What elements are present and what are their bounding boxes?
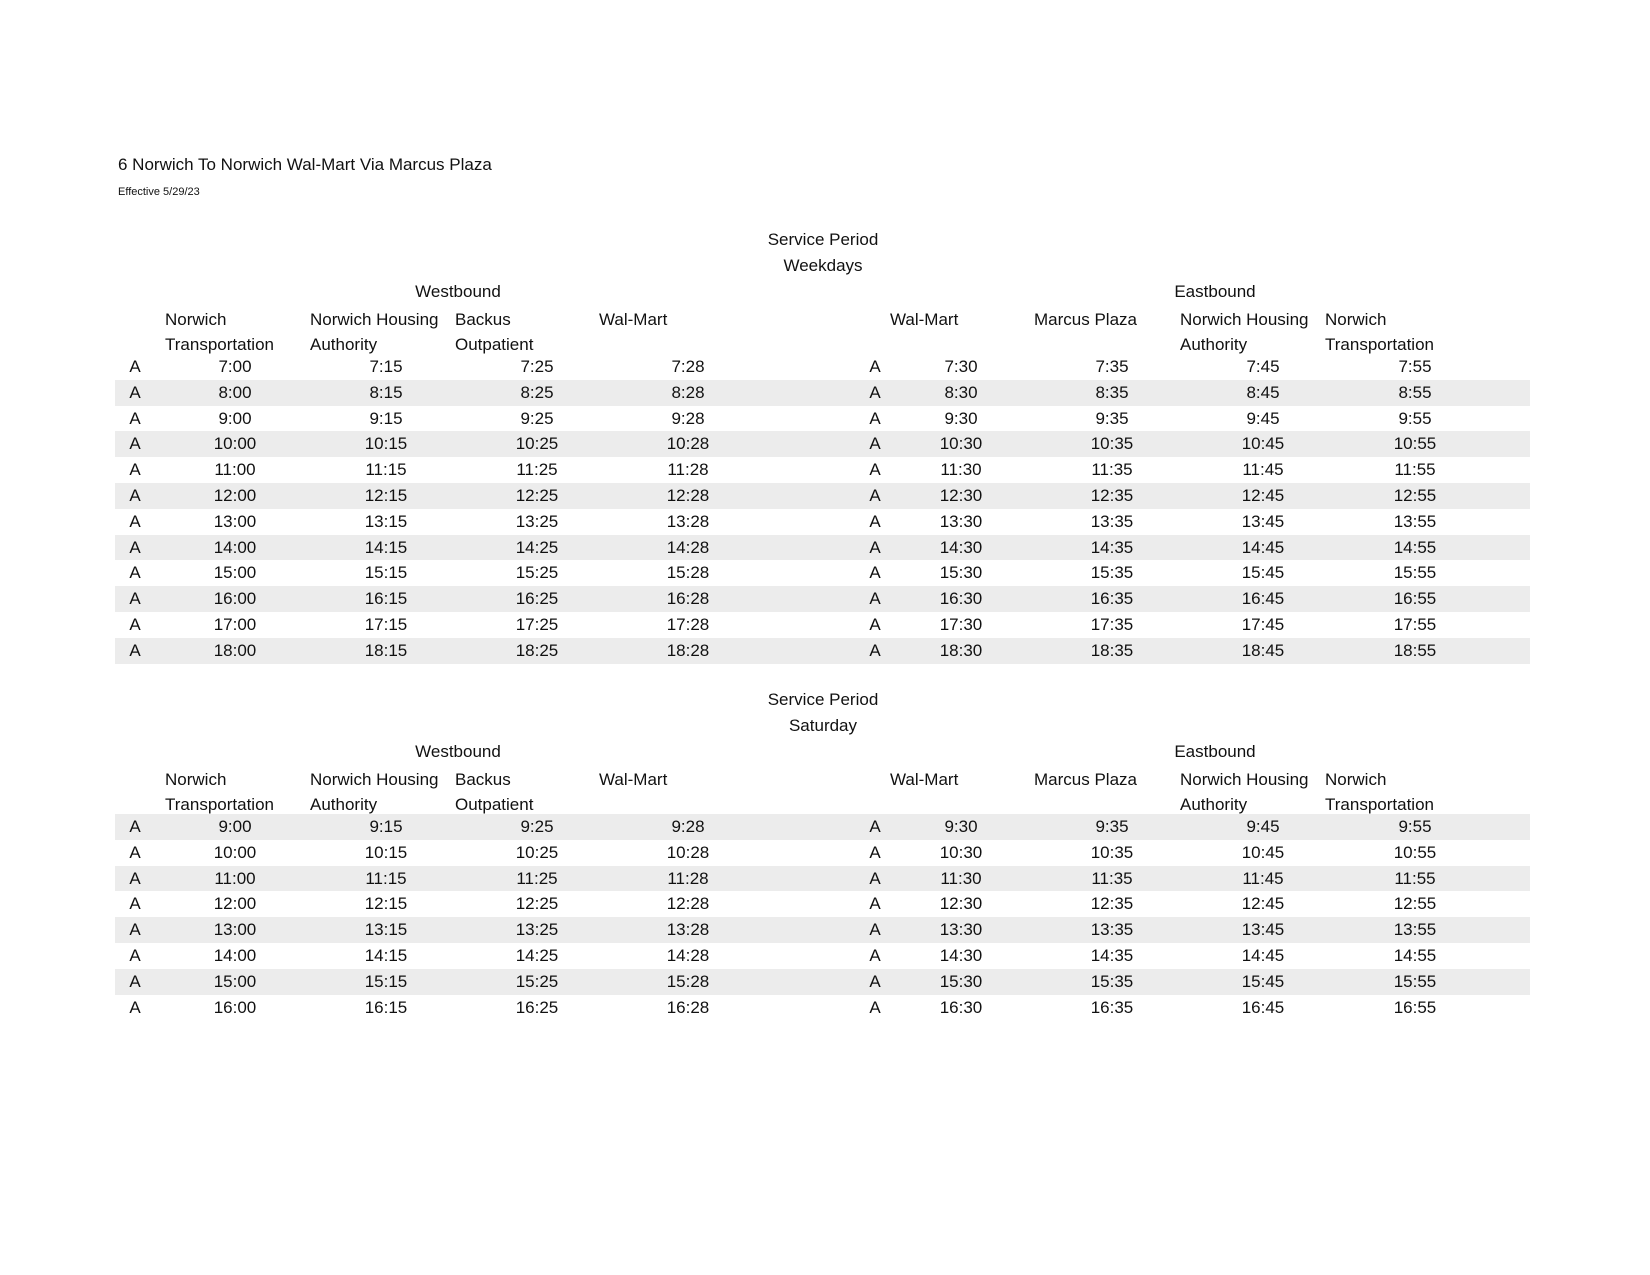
eastbound-time-cell: 13:35: [1090, 511, 1134, 531]
westbound-time-cell: 11:00: [214, 460, 256, 480]
table-row: [115, 380, 1530, 406]
eastbound-time-cell: 15:35: [1090, 971, 1134, 991]
westbound-trip-flag: A: [129, 997, 141, 1017]
westbound-time-cell: 10:15: [364, 842, 408, 862]
eastbound-time-cell: 16:55: [1393, 589, 1437, 609]
eastbound-time-cell: 11:55: [1394, 460, 1436, 480]
westbound-time-cell: 11:25: [516, 868, 558, 888]
westbound-time-cell: 15:28: [666, 563, 710, 583]
westbound-trip-flag: A: [129, 460, 141, 480]
eastbound-time-cell: 7:55: [1398, 357, 1432, 376]
westbound-time-cell: 13:28: [666, 920, 710, 940]
westbound-time-cell: 16:15: [364, 589, 408, 609]
eastbound-time-cell: 10:35: [1090, 842, 1134, 862]
eastbound-time-cell: 15:30: [939, 563, 983, 583]
westbound-time-cell: 14:15: [364, 537, 408, 557]
eastbound-trip-flag: A: [869, 408, 881, 428]
column-header-eastbound-stop-1: Wal-Mart: [890, 770, 959, 789]
westbound-time-cell: 15:00: [213, 563, 257, 583]
table-row: [115, 483, 1530, 509]
eastbound-time-cell: 15:55: [1393, 563, 1437, 583]
eastbound-time-cell: 10:55: [1393, 842, 1437, 862]
westbound-time-cell: 14:28: [666, 945, 710, 965]
westbound-time-cell: 18:28: [666, 640, 710, 660]
column-header-westbound-stop-1: Norwich Transportation: [165, 310, 274, 354]
eastbound-time-cell: 7:35: [1095, 357, 1129, 376]
westbound-time-cell: 12:00: [213, 894, 257, 914]
eastbound-time-cell: 15:55: [1393, 971, 1437, 991]
westbound-time-cell: 10:28: [666, 842, 710, 862]
eastbound-time-cell: 12:30: [939, 485, 983, 505]
table-row: [115, 866, 1530, 892]
eastbound-time-cell: 13:55: [1393, 511, 1437, 531]
westbound-time-cell: 7:15: [369, 357, 403, 376]
table-row: [115, 891, 1530, 917]
eastbound-trip-flag: A: [869, 537, 881, 557]
eastbound-time-cell: 17:30: [939, 614, 983, 634]
eastbound-time-cell: 14:55: [1393, 945, 1437, 965]
eastbound-time-cell: 7:45: [1246, 357, 1280, 376]
eastbound-time-cell: 12:45: [1241, 485, 1285, 505]
westbound-trip-flag: A: [129, 894, 141, 914]
column-header-westbound-stop-3: Backus Outpatient: [455, 770, 534, 814]
westbound-time-cell: 11:15: [365, 460, 407, 480]
westbound-time-cell: 16:25: [515, 997, 559, 1017]
column-header-eastbound-stop-4: Norwich Transportation: [1325, 310, 1434, 354]
eastbound-time-cell: 13:30: [939, 920, 983, 940]
service-period-name: Weekdays: [783, 256, 863, 275]
eastbound-time-cell: 14:30: [939, 537, 983, 557]
westbound-time-cell: 12:25: [515, 485, 559, 505]
column-header-eastbound-stop-2: Marcus Plaza: [1034, 310, 1137, 329]
westbound-time-cell: 11:25: [516, 460, 558, 480]
westbound-time-cell: 12:00: [213, 485, 257, 505]
westbound-time-cell: 9:28: [671, 408, 705, 428]
westbound-trip-flag: A: [129, 640, 141, 660]
eastbound-time-cell: 12:30: [939, 894, 983, 914]
table-row: [115, 354, 1530, 380]
westbound-time-cell: 12:15: [364, 894, 408, 914]
westbound-time-cell: 16:28: [666, 589, 710, 609]
westbound-time-cell: 13:00: [213, 920, 257, 940]
column-header-eastbound-stop-1: Wal-Mart: [890, 310, 959, 329]
eastbound-time-cell: 9:35: [1095, 408, 1129, 428]
eastbound-trip-flag: A: [869, 589, 881, 609]
table-row: [115, 995, 1530, 1021]
timetable-rows: [115, 814, 1530, 1020]
eastbound-time-cell: 12:45: [1241, 894, 1285, 914]
service-period-label: Service Period: [767, 230, 879, 249]
westbound-time-cell: 12:28: [666, 894, 710, 914]
westbound-time-cell: 7:00: [218, 357, 252, 376]
eastbound-time-cell: 15:45: [1241, 563, 1285, 583]
westbound-trip-flag: A: [129, 920, 141, 940]
eastbound-time-cell: 9:45: [1246, 817, 1280, 836]
eastbound-time-cell: 8:35: [1095, 382, 1129, 402]
eastbound-time-cell: 11:35: [1091, 868, 1133, 888]
westbound-trip-flag: A: [129, 817, 141, 836]
westbound-time-cell: 7:28: [671, 357, 705, 376]
westbound-time-cell: 11:28: [667, 460, 709, 480]
eastbound-time-cell: 17:35: [1090, 614, 1134, 634]
eastbound-time-cell: 18:35: [1090, 640, 1134, 660]
eastbound-time-cell: 16:35: [1090, 589, 1134, 609]
eastbound-time-cell: 14:55: [1393, 537, 1437, 557]
westbound-time-cell: 11:15: [365, 868, 407, 888]
eastbound-time-cell: 13:35: [1090, 920, 1134, 940]
timetable-rows: [115, 354, 1530, 664]
westbound-time-cell: 15:15: [364, 563, 408, 583]
westbound-time-cell: 11:00: [214, 868, 256, 888]
westbound-trip-flag: A: [129, 485, 141, 505]
eastbound-time-cell: 13:30: [939, 511, 983, 531]
table-row: [115, 586, 1530, 612]
westbound-trip-flag: A: [129, 434, 141, 454]
westbound-trip-flag: A: [129, 868, 141, 888]
eastbound-time-cell: 16:30: [939, 589, 983, 609]
westbound-time-cell: 18:25: [515, 640, 559, 660]
eastbound-trip-flag: A: [869, 997, 881, 1017]
westbound-time-cell: 7:25: [520, 357, 554, 376]
eastbound-time-cell: 12:55: [1393, 894, 1437, 914]
westbound-time-cell: 9:00: [218, 817, 252, 836]
westbound-time-cell: 15:00: [213, 971, 257, 991]
westbound-time-cell: 13:25: [515, 511, 559, 531]
westbound-time-cell: 9:28: [671, 817, 705, 836]
westbound-time-cell: 9:00: [218, 408, 252, 428]
eastbound-time-cell: 8:55: [1398, 382, 1432, 402]
eastbound-time-cell: 14:45: [1241, 537, 1285, 557]
document-title: 6 Norwich To Norwich Wal-Mart Via Marcus Plaza: [118, 155, 492, 174]
westbound-time-cell: 15:25: [515, 563, 559, 583]
eastbound-time-cell: 11:45: [1242, 868, 1284, 888]
eastbound-trip-flag: A: [869, 920, 881, 940]
westbound-time-cell: 9:15: [369, 408, 403, 428]
westbound-trip-flag: A: [129, 945, 141, 965]
eastbound-trip-flag: A: [869, 868, 881, 888]
table-row: [115, 509, 1530, 535]
westbound-time-cell: 18:00: [213, 640, 257, 660]
westbound-time-cell: 17:15: [364, 614, 408, 634]
table-row: [115, 814, 1530, 840]
westbound-time-cell: 9:25: [520, 817, 554, 836]
table-row: [115, 943, 1530, 969]
westbound-time-cell: 8:15: [369, 382, 403, 402]
eastbound-trip-flag: A: [869, 460, 881, 480]
column-header-westbound-stop-2: Norwich Housing Authority: [310, 310, 439, 354]
eastbound-time-cell: 9:55: [1398, 408, 1432, 428]
westbound-trip-flag: A: [129, 511, 141, 531]
westbound-time-cell: 10:00: [213, 842, 257, 862]
table-row: [115, 535, 1530, 561]
table-row: [115, 457, 1530, 483]
table-row: [115, 638, 1530, 664]
westbound-label: Westbound: [415, 742, 501, 761]
eastbound-time-cell: 14:45: [1241, 945, 1285, 965]
eastbound-time-cell: 18:30: [939, 640, 983, 660]
westbound-time-cell: 17:25: [515, 614, 559, 634]
eastbound-time-cell: 10:45: [1241, 842, 1285, 862]
westbound-time-cell: 16:15: [364, 997, 408, 1017]
westbound-trip-flag: A: [129, 357, 141, 376]
eastbound-time-cell: 9:55: [1398, 817, 1432, 836]
eastbound-label: Eastbound: [1174, 282, 1256, 301]
westbound-time-cell: 12:15: [364, 485, 408, 505]
eastbound-time-cell: 12:55: [1393, 485, 1437, 505]
eastbound-time-cell: 14:35: [1090, 945, 1134, 965]
westbound-time-cell: 10:15: [364, 434, 408, 454]
westbound-time-cell: 10:25: [515, 842, 559, 862]
westbound-time-cell: 16:25: [515, 589, 559, 609]
westbound-time-cell: 15:25: [515, 971, 559, 991]
eastbound-trip-flag: A: [869, 817, 881, 836]
westbound-time-cell: 13:15: [364, 920, 408, 940]
westbound-time-cell: 8:28: [671, 382, 705, 402]
column-header-westbound-stop-4: Wal-Mart: [599, 770, 668, 789]
eastbound-label: Eastbound: [1174, 742, 1256, 761]
table-row: [115, 840, 1530, 866]
eastbound-time-cell: 18:45: [1241, 640, 1285, 660]
eastbound-time-cell: 15:30: [939, 971, 983, 991]
eastbound-time-cell: 16:35: [1090, 997, 1134, 1017]
westbound-time-cell: 10:25: [515, 434, 559, 454]
column-header-westbound-stop-4: Wal-Mart: [599, 310, 668, 329]
westbound-label: Westbound: [415, 282, 501, 301]
table-row: [115, 560, 1530, 586]
westbound-time-cell: 14:00: [213, 537, 257, 557]
westbound-time-cell: 13:25: [515, 920, 559, 940]
eastbound-trip-flag: A: [869, 640, 881, 660]
westbound-time-cell: 15:28: [666, 971, 710, 991]
table-row: [115, 431, 1530, 457]
eastbound-time-cell: 13:55: [1393, 920, 1437, 940]
westbound-time-cell: 12:28: [666, 485, 710, 505]
westbound-time-cell: 14:25: [515, 537, 559, 557]
westbound-time-cell: 11:28: [667, 868, 709, 888]
eastbound-time-cell: 10:45: [1241, 434, 1285, 454]
table-row: [115, 969, 1530, 995]
eastbound-time-cell: 14:35: [1090, 537, 1134, 557]
westbound-time-cell: 10:28: [666, 434, 710, 454]
eastbound-trip-flag: A: [869, 511, 881, 531]
westbound-time-cell: 13:15: [364, 511, 408, 531]
eastbound-trip-flag: A: [869, 842, 881, 862]
westbound-trip-flag: A: [129, 842, 141, 862]
eastbound-time-cell: 8:45: [1246, 382, 1280, 402]
westbound-time-cell: 12:25: [515, 894, 559, 914]
westbound-time-cell: 14:00: [213, 945, 257, 965]
eastbound-time-cell: 7:30: [944, 357, 978, 376]
eastbound-time-cell: 17:55: [1393, 614, 1437, 634]
eastbound-trip-flag: A: [869, 894, 881, 914]
eastbound-time-cell: 14:30: [939, 945, 983, 965]
eastbound-time-cell: 10:35: [1090, 434, 1134, 454]
westbound-time-cell: 16:28: [666, 997, 710, 1017]
eastbound-time-cell: 15:35: [1090, 563, 1134, 583]
westbound-time-cell: 15:15: [364, 971, 408, 991]
westbound-time-cell: 13:00: [213, 511, 257, 531]
eastbound-time-cell: 18:55: [1393, 640, 1437, 660]
eastbound-time-cell: 12:35: [1090, 485, 1134, 505]
westbound-time-cell: 8:25: [520, 382, 554, 402]
westbound-time-cell: 13:28: [666, 511, 710, 531]
effective-date: Effective 5/29/23: [118, 186, 200, 198]
column-header-eastbound-stop-3: Norwich Housing Authority: [1180, 770, 1309, 814]
westbound-time-cell: 14:28: [666, 537, 710, 557]
eastbound-trip-flag: A: [869, 563, 881, 583]
eastbound-time-cell: 11:30: [940, 460, 982, 480]
westbound-trip-flag: A: [129, 614, 141, 634]
westbound-time-cell: 17:28: [666, 614, 710, 634]
eastbound-time-cell: 11:35: [1091, 460, 1133, 480]
westbound-time-cell: 9:15: [369, 817, 403, 836]
westbound-time-cell: 17:00: [213, 614, 257, 634]
westbound-time-cell: 10:00: [213, 434, 257, 454]
column-header-eastbound-stop-2: Marcus Plaza: [1034, 770, 1137, 789]
eastbound-time-cell: 15:45: [1241, 971, 1285, 991]
column-header-eastbound-stop-4: Norwich Transportation: [1325, 770, 1434, 814]
column-header-westbound-stop-1: Norwich Transportation: [165, 770, 274, 814]
eastbound-time-cell: 16:45: [1241, 589, 1285, 609]
westbound-trip-flag: A: [129, 971, 141, 991]
eastbound-time-cell: 9:30: [944, 408, 978, 428]
westbound-trip-flag: A: [129, 382, 141, 402]
eastbound-time-cell: 16:45: [1241, 997, 1285, 1017]
westbound-trip-flag: A: [129, 563, 141, 583]
eastbound-time-cell: 8:30: [944, 382, 978, 402]
eastbound-time-cell: 9:45: [1246, 408, 1280, 428]
westbound-time-cell: 9:25: [520, 408, 554, 428]
eastbound-trip-flag: A: [869, 434, 881, 454]
westbound-time-cell: 18:15: [364, 640, 408, 660]
eastbound-time-cell: 11:45: [1242, 460, 1284, 480]
westbound-time-cell: 8:00: [218, 382, 252, 402]
column-header-westbound-stop-2: Norwich Housing Authority: [310, 770, 439, 814]
table-row: [115, 406, 1530, 432]
westbound-time-cell: 16:00: [213, 589, 257, 609]
eastbound-time-cell: 12:35: [1090, 894, 1134, 914]
service-period-name: Saturday: [788, 716, 858, 735]
eastbound-trip-flag: A: [869, 945, 881, 965]
westbound-trip-flag: A: [129, 408, 141, 428]
eastbound-time-cell: 17:45: [1241, 614, 1285, 634]
westbound-time-cell: 14:15: [364, 945, 408, 965]
eastbound-time-cell: 13:45: [1241, 920, 1285, 940]
table-row: [115, 917, 1530, 943]
eastbound-trip-flag: A: [869, 357, 881, 376]
column-header-westbound-stop-3: Backus Outpatient: [455, 310, 534, 354]
westbound-time-cell: 16:00: [213, 997, 257, 1017]
westbound-trip-flag: A: [129, 537, 141, 557]
eastbound-time-cell: 10:55: [1393, 434, 1437, 454]
table-row: [115, 612, 1530, 638]
eastbound-trip-flag: A: [869, 382, 881, 402]
eastbound-time-cell: 16:55: [1393, 997, 1437, 1017]
eastbound-time-cell: 9:30: [944, 817, 978, 836]
service-period-label: Service Period: [767, 690, 879, 709]
eastbound-trip-flag: A: [869, 971, 881, 991]
eastbound-time-cell: 11:30: [940, 868, 982, 888]
eastbound-time-cell: 9:35: [1095, 817, 1129, 836]
eastbound-trip-flag: A: [869, 485, 881, 505]
column-header-eastbound-stop-3: Norwich Housing Authority: [1180, 310, 1309, 354]
westbound-trip-flag: A: [129, 589, 141, 609]
westbound-time-cell: 14:25: [515, 945, 559, 965]
eastbound-time-cell: 16:30: [939, 997, 983, 1017]
eastbound-time-cell: 11:55: [1394, 868, 1436, 888]
eastbound-time-cell: 13:45: [1241, 511, 1285, 531]
eastbound-time-cell: 10:30: [939, 842, 983, 862]
eastbound-time-cell: 10:30: [939, 434, 983, 454]
eastbound-trip-flag: A: [869, 614, 881, 634]
